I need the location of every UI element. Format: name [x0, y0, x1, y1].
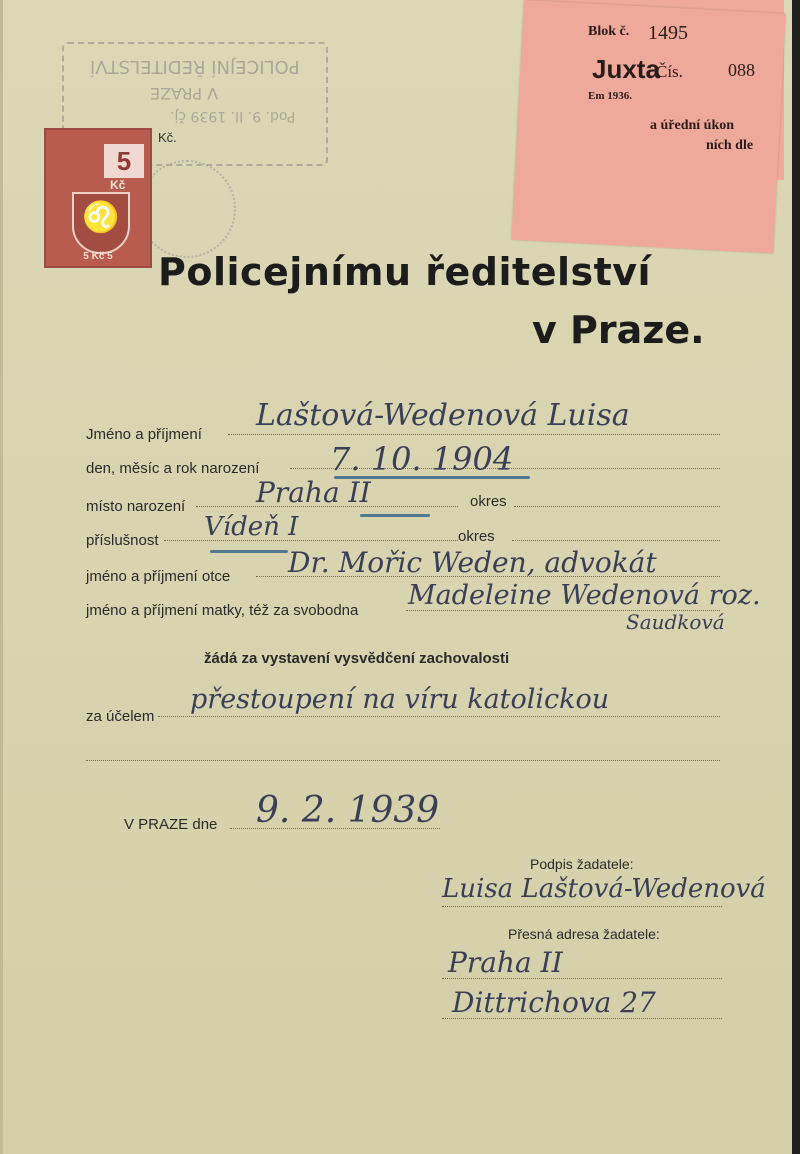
okres-label: okres — [470, 493, 507, 510]
dotted-line — [442, 978, 722, 979]
birthplace-label: místo narození — [86, 498, 186, 515]
purpose-value: přestoupení na víru katolickou — [190, 684, 610, 715]
lion-icon: ♌ — [82, 201, 120, 234]
addressee-city: v Praze. — [532, 308, 705, 352]
date-label: V PRAZE dne — [124, 816, 218, 833]
slip-cis-label: Čís. — [656, 62, 683, 81]
address-line-2: Dittrichova 27 — [452, 986, 656, 1019]
blue-pencil-underline — [360, 514, 430, 517]
signature-label: Podpis žadatele: — [530, 856, 634, 872]
stamp-text-line: V PRAZE — [150, 84, 219, 103]
name-value: Laštová-Wedenová Luisa — [256, 398, 630, 433]
slip-line: ních dle — [706, 138, 754, 153]
page-edge-right — [792, 0, 800, 1154]
blue-pencil-underline — [210, 550, 288, 553]
dotted-line — [514, 506, 720, 507]
page-edge-left — [0, 0, 3, 1154]
mother-value: Madeleine Wedenová roz. — [408, 580, 761, 611]
kc-label: Kč. — [158, 130, 177, 145]
slip-line: a úřední úkon — [650, 118, 735, 133]
birthplace-value: Praha II — [256, 476, 371, 509]
revenue-stamp-value: 5 — [104, 144, 144, 178]
nationality-label: příslušnost — [86, 532, 159, 549]
revenue-stamp — [44, 128, 152, 268]
mother-maiden-name: Saudková — [626, 610, 725, 634]
dob-label: den, měsíc a rok narození — [86, 460, 260, 477]
name-label: Jméno a příjmení — [86, 426, 202, 443]
dob-value: 7. 10. 1904 — [330, 440, 514, 478]
addressee-title: Policejnímu ředitelství — [158, 250, 652, 294]
dotted-line — [442, 906, 722, 907]
dotted-line — [228, 434, 720, 435]
slip-series: Em 1936. — [588, 90, 632, 102]
signature-value: Luisa Laštová-Wedenová — [442, 874, 766, 904]
stamp-text-line: Pod. 9. II. 1939 čj. — [170, 108, 296, 124]
stamp-text-line: POLICEJNÍ ŘEDITELSTVÍ — [90, 56, 300, 77]
father-label: jméno a příjmení otce — [86, 568, 231, 585]
dotted-line — [512, 540, 720, 541]
dotted-line — [158, 716, 720, 717]
okres-label: okres — [458, 528, 495, 545]
mother-label: jméno a příjmení matky, též za svobodna — [86, 602, 359, 619]
revenue-stamp-unit: Kč — [110, 178, 126, 192]
address-label: Přesná adresa žadatele: — [508, 926, 660, 942]
purpose-label: za účelem — [86, 708, 155, 725]
dotted-line — [86, 760, 720, 761]
slip-juxta: Juxta — [592, 54, 660, 84]
slip-blok-number: 1495 — [648, 22, 688, 44]
date-value: 9. 2. 1939 — [256, 790, 440, 831]
father-value: Dr. Mořic Weden, advokát — [288, 546, 657, 579]
nationality-value: Vídeň I — [204, 512, 299, 542]
round-cancel-stamp — [138, 160, 236, 258]
address-line-1: Praha II — [448, 946, 563, 979]
slip-blok-label: Blok č. — [588, 24, 630, 39]
slip-cis-number: 088 — [728, 60, 755, 80]
dotted-line — [442, 1018, 722, 1019]
request-heading: žádá za vystavení vysvědčení zachovalosti — [204, 650, 510, 667]
revenue-stamp-bottom: 5 Kč 5 — [83, 251, 113, 262]
